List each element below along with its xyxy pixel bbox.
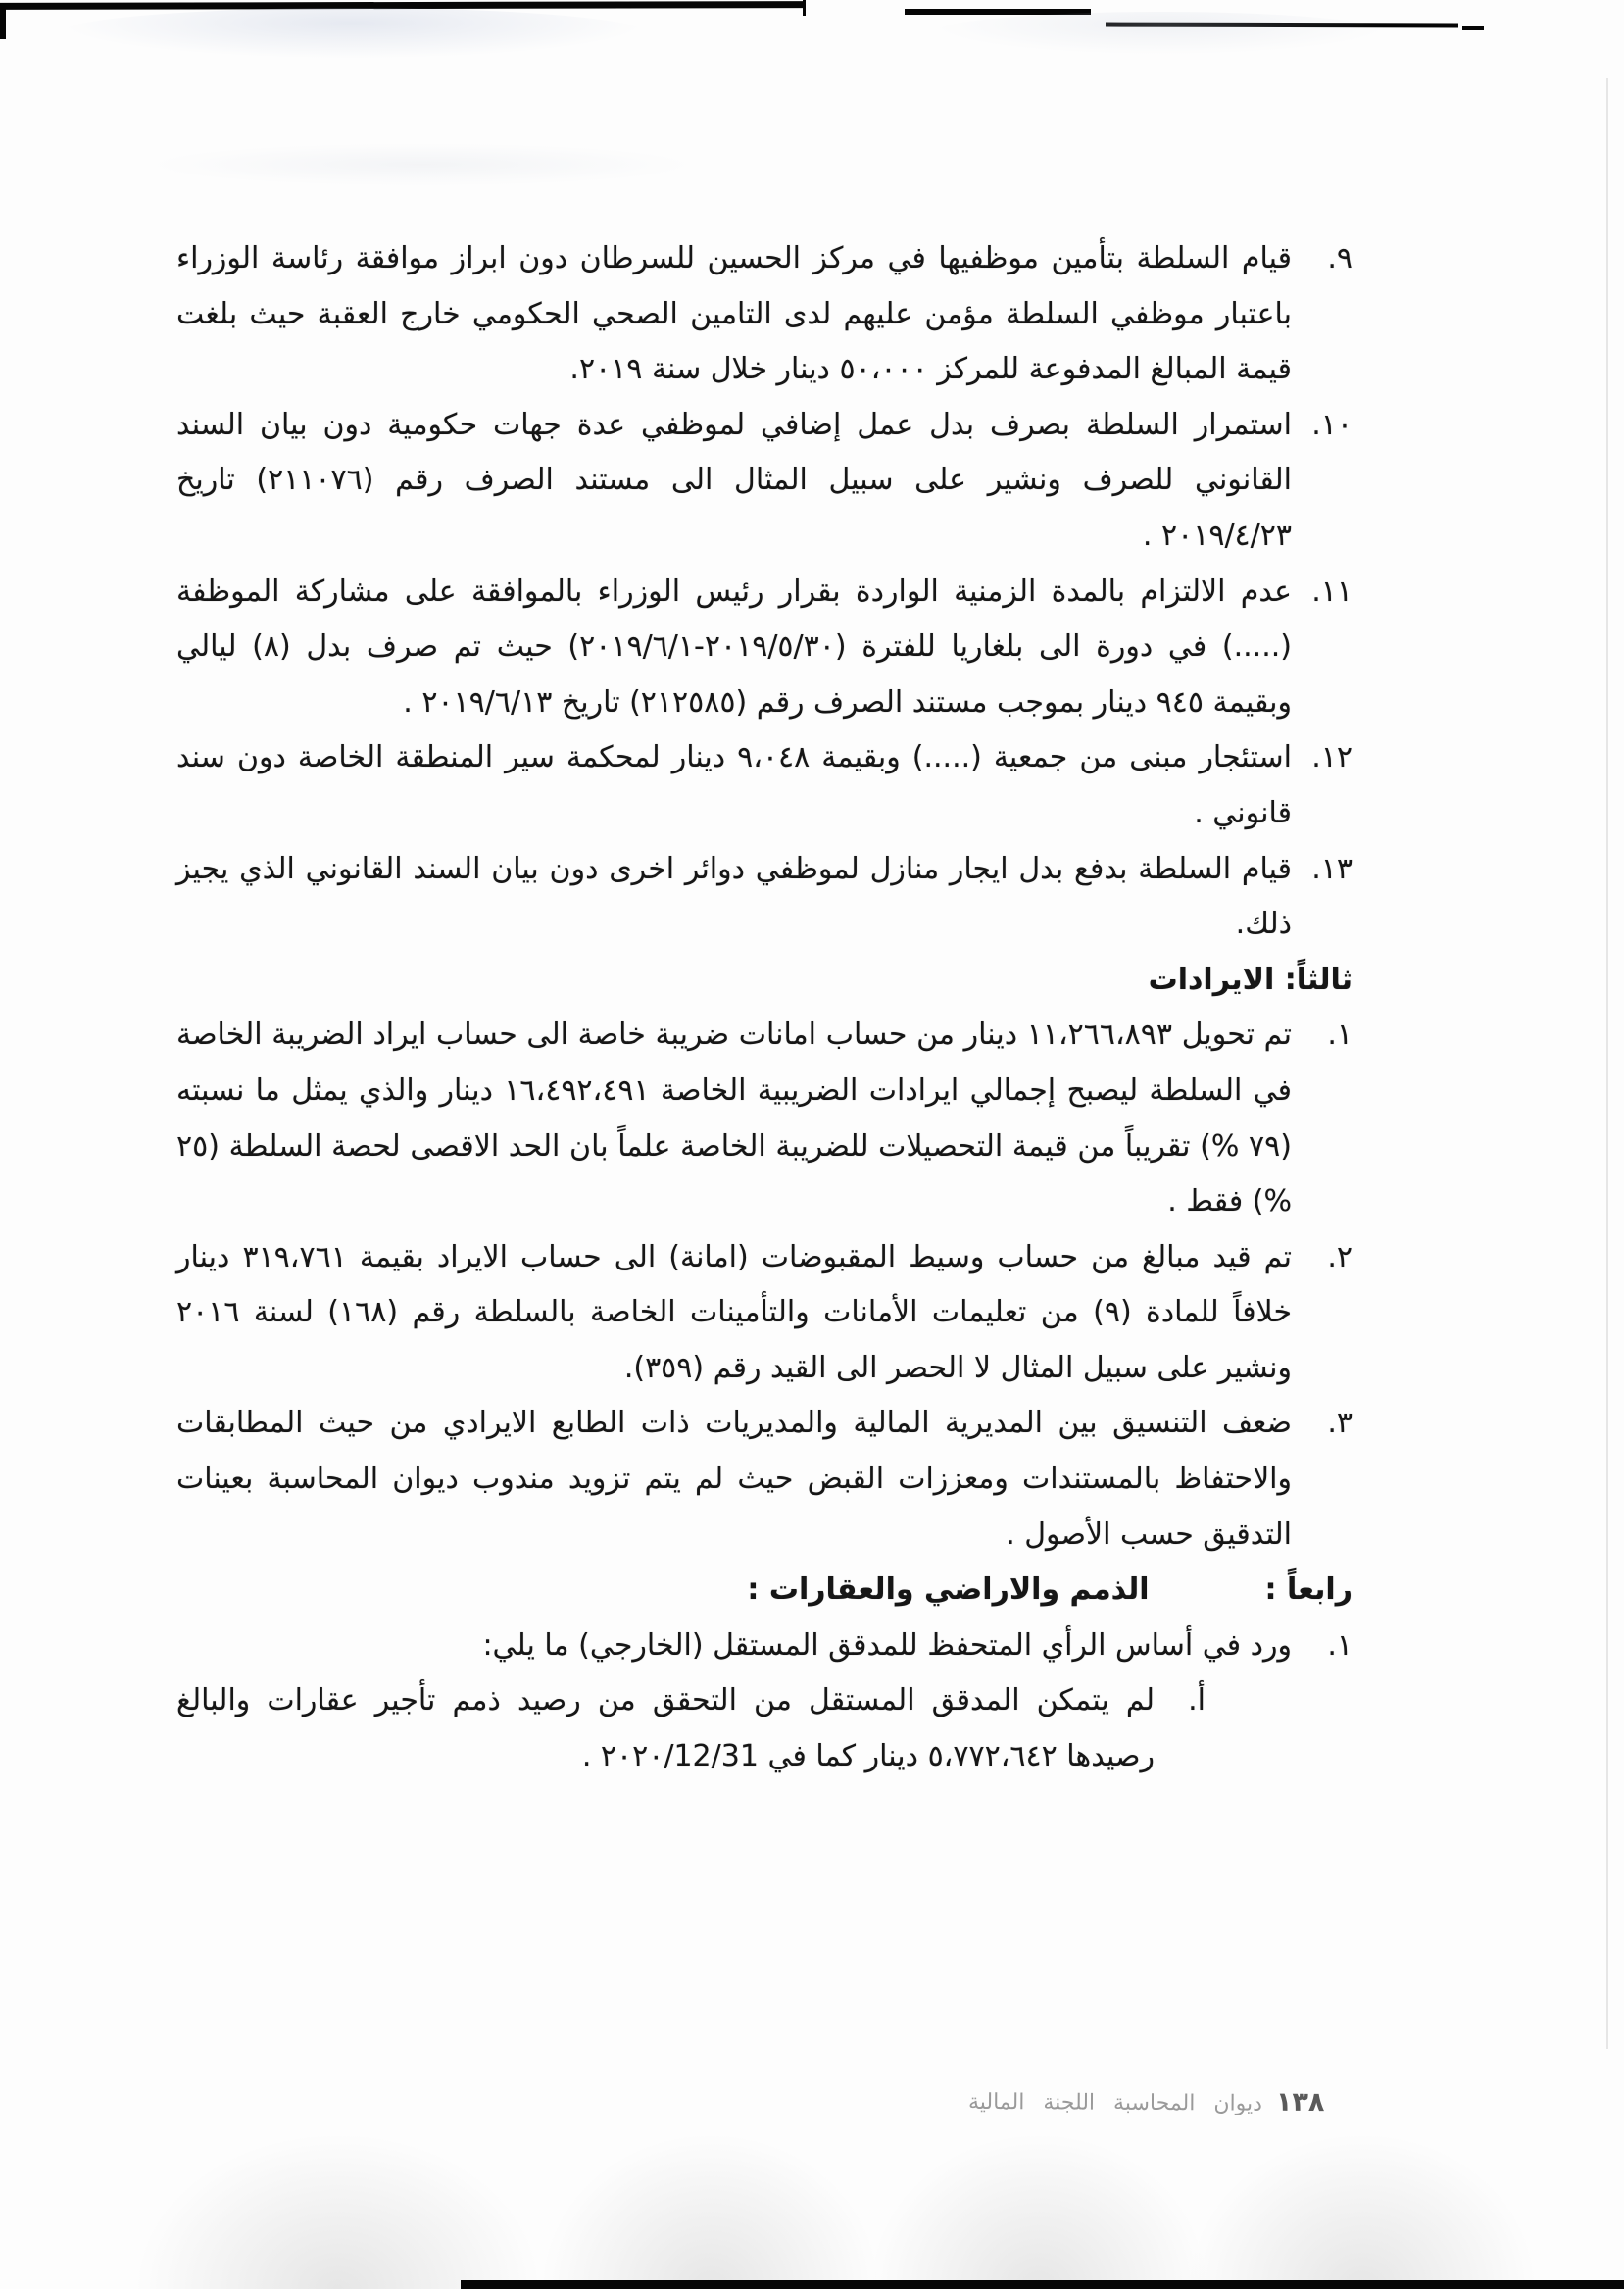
item-number: ٢. [1327, 1239, 1353, 1274]
list-item [176, 730, 1353, 841]
item-text: عدم الالتزام بالمدة الزمنية الواردة بقرار رئيس الوزراء بالموافقة على مشاركة الموظفة (.....) في دورة الى بلغاريا للفترة (٢٠١٩/٥/٣٠-٢٠١٩/٦/١) حيث تم صرف بدل (٨) ليالي وبقيمة ٩٤٥ دينار بموجب مستند الصرف رقم (٢١٢٥٨٥) تاريخ ٢٠١٩/٦/١٣ . [176, 573, 1292, 720]
page-number: ١٣٨ [1275, 2086, 1325, 2118]
item-text: تم تحويل ١١،٢٦٦،٨٩٣ دينار من حساب امانات ضريبة خاصة الى حساب ايراد الضريبة الخاصة في السلطة ليصبح إجمالي ايرادات الضريبية الخاصة ١٦،٤٩٢،٤٩١ دينار والذي يمثل ما نسبته (٧٩ %) تقريباً من قيمة التحصيلات للضريبة الخاصة علماً بان الحد الاقصى لحصة السلطة (٢٥ %) فقط . [176, 1018, 1293, 1219]
item-number: ١٣. [1311, 851, 1353, 886]
expenses-continued-list [176, 231, 1353, 953]
item-text: استمرار السلطة بصرف بدل عمل إضافي لموظفي عدة جهات حكومية دون بيان السند القانوني للصرف ونشير على سبيل المثال الى مستند الصرف رقم (٢١١٠٧٦) تاريخ ٢٠١٩/٤/٢٣ . [176, 407, 1293, 553]
revenues-list [176, 1008, 1353, 1563]
item-text: ضعف التنسيق بين المديرية المالية والمديريات ذات الطابع الايرادي من حيث المطابقات والاحتفاظ بالمستندات ومعززات القبض حيث لم يتم تزويد مندوب ديوان المحاسبة بعينات التدقيق حسب الأصول . [176, 1406, 1292, 1552]
scan-artifact-bottom-bar [461, 2280, 1624, 2289]
list-item [176, 1008, 1353, 1229]
item-number: ١. [1327, 1627, 1353, 1663]
item-number: ١٠. [1311, 407, 1353, 442]
scan-artifact-corner-tick [0, 4, 6, 39]
item-number: ١٢. [1311, 740, 1353, 775]
list-item [176, 231, 1353, 398]
list-item [176, 565, 1353, 731]
item-text: استئجار مبنى من جمعية (.....) وبقيمة ٩،٠٤٨ دينار لمحكمة سير المنطقة الخاصة دون سند قانوني . [176, 740, 1293, 830]
scan-smudge [931, 12, 1392, 55]
list-item [176, 842, 1353, 953]
item-number: أ. [1188, 1683, 1206, 1718]
item-text: لم يتمكن المدقق المستقل من التحقق من رصيد ذمم تأجير عقارات والبالغ رصيدها ٥،٧٧٢،٦٤٢ دينار كما في ٢٠٢٠/12/31 . [176, 1683, 1155, 1774]
item-number: ١. [1327, 1018, 1353, 1053]
assets-list [176, 1618, 1353, 1785]
report-body [176, 231, 1353, 1785]
section-heading-revenues: ثالثاً: الايرادات [1148, 962, 1353, 997]
list-item [176, 1618, 1353, 1674]
item-text: ورد في أساس الرأي المتحفظ للمدقق المستقل (الخارجي) ما يلي: [482, 1627, 1292, 1663]
item-number: ٣. [1327, 1406, 1353, 1441]
scan-artifact-top-tick [803, 0, 806, 16]
scan-bottom-shadow [1181, 2127, 1544, 2289]
scan-bottom-shadow [862, 2127, 1215, 2289]
scan-artifact-top-tick-right [1462, 26, 1484, 30]
list-item [176, 398, 1353, 565]
footer-label: ديوان المحاسبة اللجنة المالية [967, 2089, 1262, 2116]
scan-paper-edge-line [1606, 78, 1608, 2049]
page-footer [968, 2085, 1325, 2117]
section-ordinal: رابعاً : [1264, 1572, 1353, 1608]
item-text: قيام السلطة بدفع بدل ايجار منازل لموظفي دوائر اخرى دون بيان السند القانوني الذي يجيز ذلك. [176, 851, 1292, 942]
item-text: تم قيد مبالغ من حساب وسيط المقبوضات (امانة) الى حساب الايراد بقيمة ٣١٩،٧٦١ دينار خلافاً للمادة (٩) من تعليمات الأمانات والتأمينات الخاصة بالسلطة رقم (١٦٨) لسنة ٢٠١٦ ونشير على سبيل المثال لا الحصر الى القيد رقم (٣٥٩). [176, 1239, 1292, 1385]
scan-bottom-shadow [534, 2127, 887, 2289]
scan-smudge [59, 8, 647, 59]
section-title: الذمم والاراضي والعقارات : [747, 1572, 1150, 1608]
item-number: ٩. [1327, 241, 1353, 275]
item-text: قيام السلطة بتأمين موظفيها في مركز الحسين للسرطان دون ابراز موافقة رئاسة الوزراء باعتبار موظفي السلطة مؤمن عليهم لدى التامين الصحي الحكومي خارج العقبة حيث بلغت قيمة المبالغ المدفوعة للمركز ٥٠،٠٠٠ دينار خلال سنة ٢٠١٩. [176, 241, 1292, 387]
scan-smudge [147, 143, 696, 186]
list-item [176, 1230, 1353, 1397]
sub-list-item [176, 1673, 1206, 1784]
section-heading-assets [176, 1563, 1353, 1618]
scan-bottom-shadow [127, 2127, 549, 2289]
list-item [176, 1396, 1353, 1563]
item-number: ١١. [1311, 573, 1353, 609]
